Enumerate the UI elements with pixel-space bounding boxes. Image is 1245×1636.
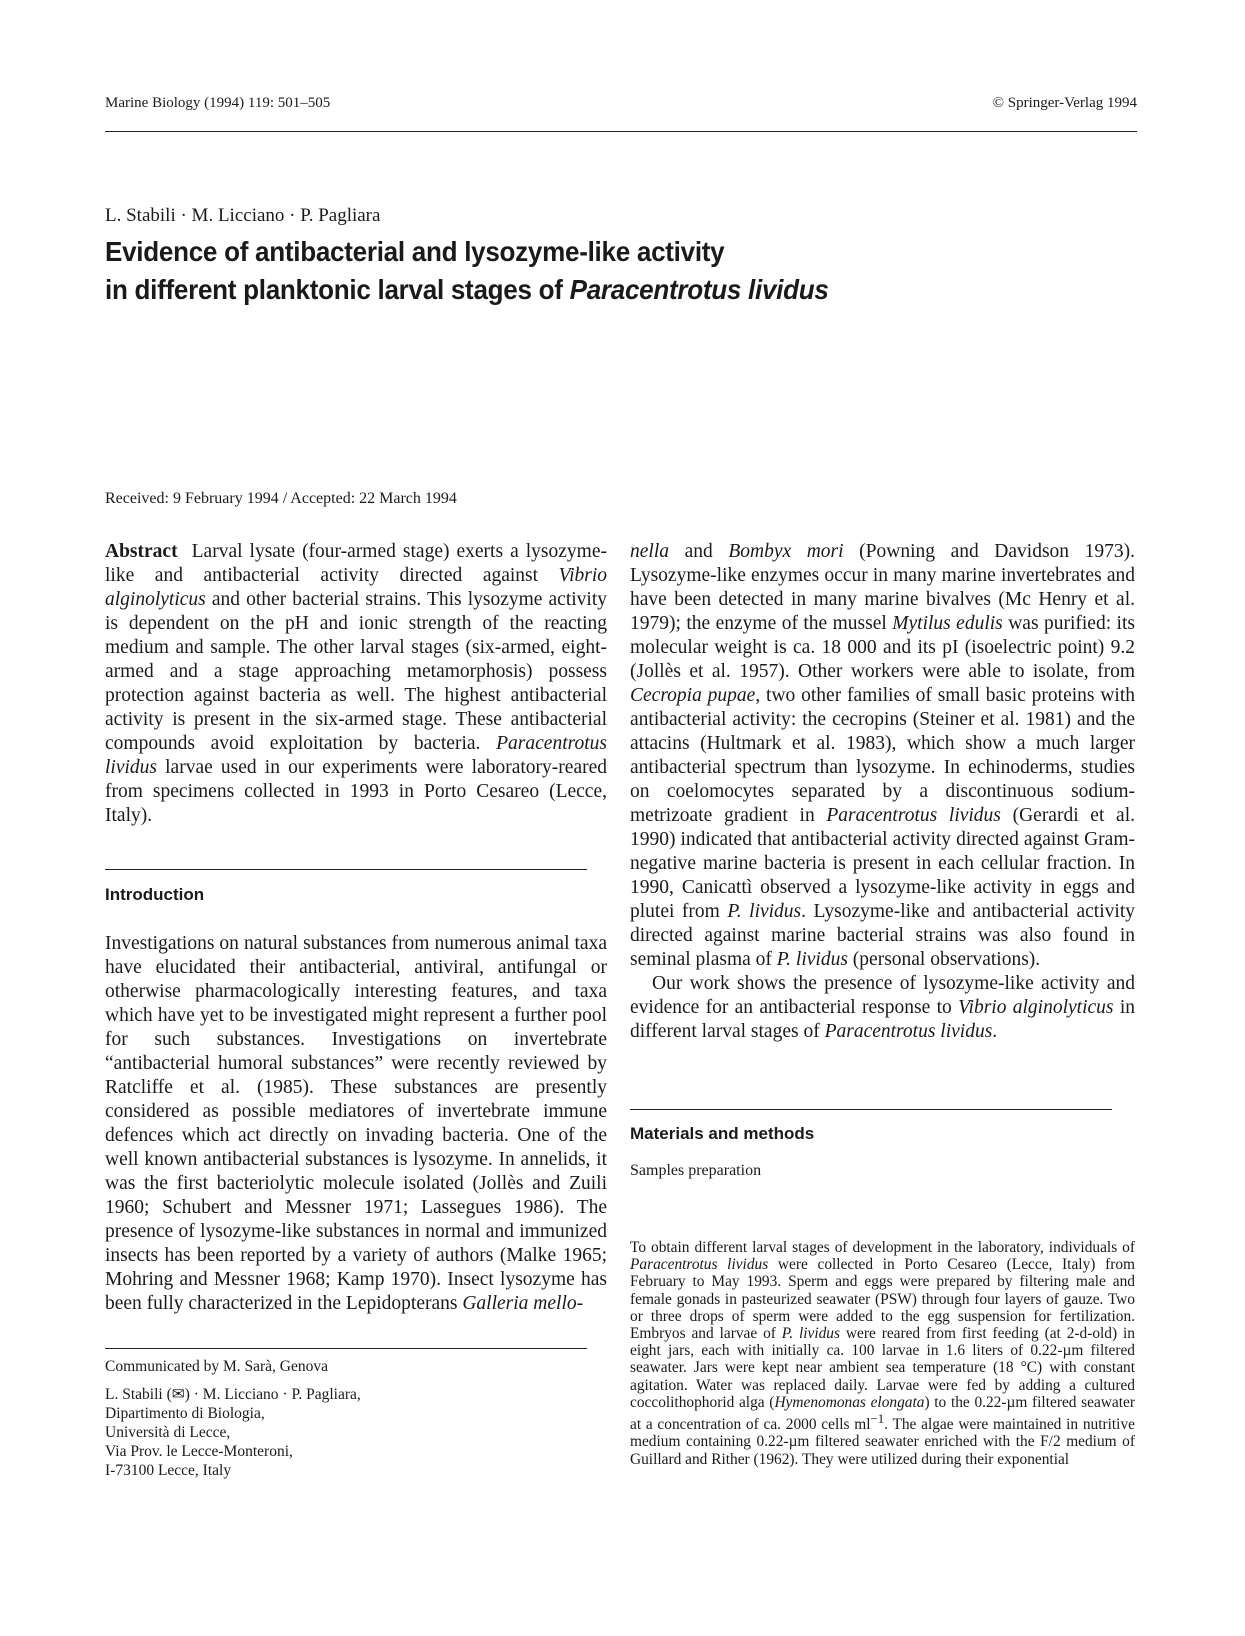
methods-species-2: P. lividus [781,1325,840,1343]
rc-text-5: (Gerardi et al. 1990) indicated that antibacterial activity directed against Gram-negative marine bacteria is present in each cellular fraction. In 1990, Canicattì observed a lysozyme-like activity in eggs and plutei from [630,805,1135,922]
publisher-copyright: © Springer-Verlag 1994 [992,95,1137,111]
methods-text-4: ) to the 0.22-µm filtered seawater at a concentration of ca. 2000 cells ml [630,1393,1135,1434]
methods-superscript: −1 [870,1412,885,1427]
abstract-text-2: and other bacterial strains. This lysozyme activity is dependent on the pH and ionic strength of the reacting medium and sample. The other larval stages (six-armed, eight-armed and a stage approaching metamorphosis) possess protection against bacteria as well. The highest antibacterial activity is present in the six-armed stage. These antibacterial compounds avoid exploitation by bacteria. [105,589,607,754]
methods-species-1: Paracentrotus lividus [630,1256,769,1274]
journal-citation: Marine Biology (1994) 119: 501–505 [105,95,331,111]
address-line-1: L. Stabili (✉) · M. Licciano · P. Pagliara, [105,1386,361,1403]
title-line-1: Evidence of antibacterial and lysozyme-like activity [105,236,725,267]
species-f: P. lividus [727,901,802,922]
methods-subheading: Samples preparation [630,1162,762,1179]
species-c: Mytilus edulis [892,613,1003,634]
methods-text-2: were collected in Porto Cesareo (Lecce, Italy) from February to May 1993. Sperm and eggs were prepared by filtering male and female gonads in pasteurized seawater (PSW) through four layers of gauze. Two or three drops of sperm were added to the egg suspension for fertilization. Embryos and larvae of [630,1256,1135,1343]
abstract-species-2: Paracentrotus lividus [105,733,607,778]
methods-text-3: were reared from first feeding (at 2-d-old) in eight jars, each with initially ca. 100 larvae in 1.6 liters of 0.22-µm filtered seawater. Jars were kept near ambient sea temperature (18 °C) with constant agitation. Water was replaced daily. Larvae were fed by adding a cultured coccolithophorid alga ( [630,1325,1135,1411]
rc-p2-species-1: Vibrio alginolyticus [958,997,1114,1018]
rc-p2-species-2: Paracentrotus lividus [824,1021,993,1042]
rc-text-1: and [669,541,729,562]
title-line-2-prefix: in different planktonic larval stages of [105,274,570,305]
abstract-heading: Abstract [105,541,178,562]
rc-text-6: . Lysozyme-like and antibacterial activity directed against marine bacterial strains was also found in seminal plasma of [630,901,1135,970]
rc-text-7: (personal observations). [847,949,1041,970]
species-e: Paracentrotus lividus [826,805,1001,826]
author-address [105,1385,361,1480]
rc-p2-text-3: . [992,1021,998,1042]
methods-rule [630,1109,1112,1110]
species-d: Cecropia pupae [630,685,756,706]
authors: L. Stabili · M. Licciano · P. Pagliara [105,205,381,226]
abstract-text-1: Larval lysate (four-armed stage) exerts a lysozyme-like and antibacterial activity directed against [105,541,607,586]
rc-p2-text-2: in different larval stages of [630,997,1135,1042]
abstract-text-3: larvae used in our experiments were laboratory-reared from specimens collected in 1993 in Porto Cesareo (Lecce, Italy). [105,757,607,826]
methods-text-5: . The algae were maintained in nutritive medium containing 0.22-µm filtered seawater enriched with the F/2 medium of Guillard and Rither (1962). They were utilized during their exponential [630,1416,1135,1468]
title-line-2 [105,271,1035,309]
rc-text-4: , two other families of small basic proteins with antibacterial activity: the cecropins (Steiner et al. 1981) and the attacins (Hultmark et al. 1983), which show a much larger antibacterial spectrum than lysozyme. In echinoderms, studies on coelomocytes separated by a discontinuous sodium-metrizoate gradient in [630,685,1135,826]
methods-heading: Materials and methods [630,1124,815,1143]
methods-body [630,1239,1135,1468]
rc-text-2: (Powning and Davidson 1973). Lysozyme-like enzymes occur in many marine invertebrates and have been detected in many marine bivalves (Mc Henry et al. 1979); the enzyme of the mussel [630,541,1135,634]
species-a: nella [630,541,669,562]
methods-species-3: Hymenomonas elongata [774,1393,925,1411]
intro-species: Galleria mello- [462,1293,584,1314]
footnote-rule [105,1348,587,1349]
address-line-5: I-73100 Lecce, Italy [105,1462,232,1479]
address-line-2: Dipartimento di Biologia, [105,1405,265,1422]
title-species: Paracentrotus lividus [569,274,829,305]
introduction-heading: Introduction [105,885,205,904]
address-line-4: Via Prov. le Lecce-Monteroni, [105,1443,293,1460]
abstract-species-1: Vibrio alginolyticus [105,565,607,610]
article-title [105,233,1035,309]
rc-text-3: was purified: its molecular weight is ca. 18 000 and its pI (isoelectric point) 9.2 (Jollès et al. 1957). Other workers were able to isolate, from [630,613,1135,682]
intro-text: Investigations on natural substances from numerous animal taxa have elucidated their antibacterial, antiviral, antifungal or otherwise pharmacologically interesting features, and taxa which have yet to be investigated might represent a further pool for such substances. Investigations on invertebrate “antibacterial humoral substances” were recently reviewed by Ratcliffe et al. (1985). These substances are presently considered as possible mediatores of invertebrate immune defences which act directly on invading bacteria. One of the well known antibacterial substances is lysozyme. In annelids, it was the first bacteriolytic molecule isolated (Jollès and Zuili 1960; Schubert and Messner 1971; Lassegues 1986). The presence of lysozyme-like substances in normal and immunized insects has been reported by a variety of authors (Malke 1965; Mohring and Messner 1968; Kamp 1970). Insect lysozyme has been fully characterized in the Lepidopterans [105,933,607,1314]
address-line-3: Università di Lecce, [105,1424,231,1441]
header-rule [105,131,1137,132]
introduction-body [105,932,607,1316]
intro-rule [105,869,587,870]
species-b: Bombyx mori [728,541,844,562]
abstract [105,540,607,828]
received-dates: Received: 9 February 1994 / Accepted: 22 March 1994 [105,490,457,507]
communicated-by: Communicated by M. Sarà, Genova [105,1358,328,1375]
methods-text-1: To obtain different larval stages of development in the laboratory, individuals of [630,1239,1135,1256]
intro-continued [630,540,1135,1044]
rc-p2-text-1: Our work shows the presence of lysozyme-like activity and evidence for an antibacterial response to [630,973,1135,1018]
species-g: P. lividus [776,949,848,970]
